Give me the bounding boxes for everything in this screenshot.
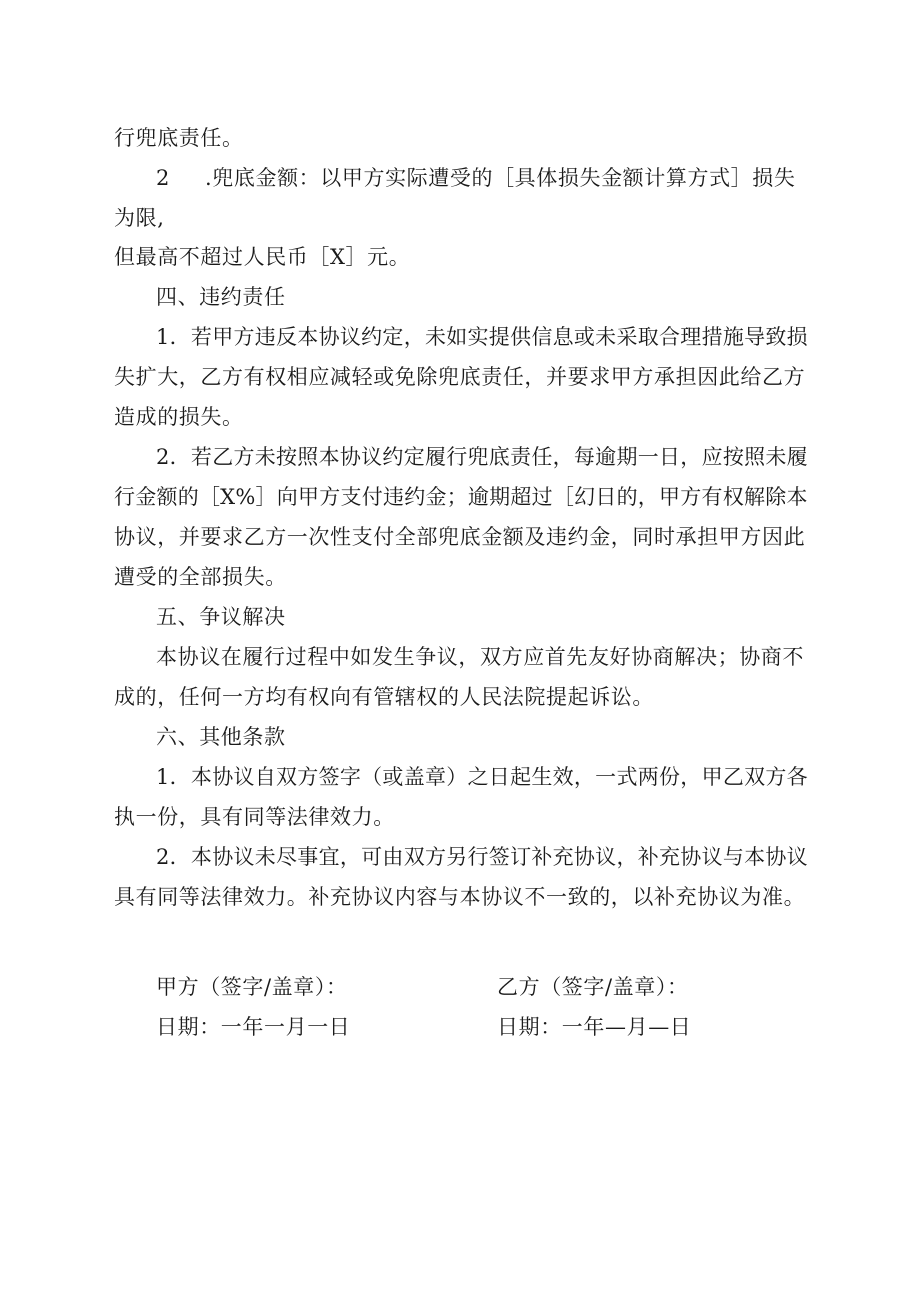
section-4-item-2-line-4: 遭受的全部损失。 [114,565,287,589]
section-6-item-2-line-2: 具有同等法律效力。补充协议内容与本协议不一致的，以补充协议为准。 [114,885,806,909]
section-4-title: 四、违约责任 [156,285,286,309]
section-6-title: 六、其他条款 [156,725,286,749]
section-6-item-1-line-2: 执一份，具有同等法律效力。 [114,805,395,829]
party-b-signature-label: 乙方（签字/盖章）： [497,975,689,999]
clause-3-item-2-number: 2 [156,166,170,190]
section-4-item-1-line-3: 造成的损失。 [114,405,244,429]
section-4-item-2-line-2: 行金额的［X%］向甲方支付违约金；逾期超过［幻日的，甲方有权解除本 [114,485,808,509]
section-5-title: 五、争议解决 [156,605,286,629]
clause-3-item-2-line-2: 为限, [114,206,165,230]
section-6-item-2-line-1: 2．本协议未尽事宜，可由双方另行签订补充协议，补充协议与本协议 [156,845,808,869]
party-a-date: 日期：一年一月一日 [156,1015,351,1039]
section-5-line-2: 成的，任何一方均有权向有管辖权的人民法院提起诉讼。 [114,685,654,709]
clause-3-item-2-line-3: 但最高不超过人民币［X］元。 [114,245,411,269]
section-4-item-1-line-2: 失扩大，乙方有权相应减轻或免除兜底责任，并要求甲方承担因此给乙方 [114,365,806,389]
section-4-item-2-line-3: 协议，并要求乙方一次性支付全部兜底金额及违约金，同时承担甲方因此 [114,525,806,549]
section-6-item-1-line-1: 1．本协议自双方签字（或盖章）之日起生效，一式两份，甲乙双方各 [156,765,808,789]
party-b-date: 日期：一年—月—日 [497,1015,692,1039]
section-5-line-1: 本协议在履行过程中如发生争议，双方应首先友好协商解决；协商不 [156,645,804,669]
section-4-item-1-line-1: 1．若甲方违反本协议约定，未如实提供信息或未采取合理措施导致损 [156,325,808,349]
section-4-item-2-line-1: 2．若乙方未按照本协议约定履行兜底责任，每逾期一日，应按照未履 [156,445,808,469]
clause-3-tail: 行兜底责任。 [114,126,244,150]
party-a-signature-label: 甲方（签字/盖章）： [156,975,348,999]
clause-3-item-2-line-1: .兜底金额：以甲方实际遭受的［具体损失金额计算方式］损失 [205,166,796,190]
